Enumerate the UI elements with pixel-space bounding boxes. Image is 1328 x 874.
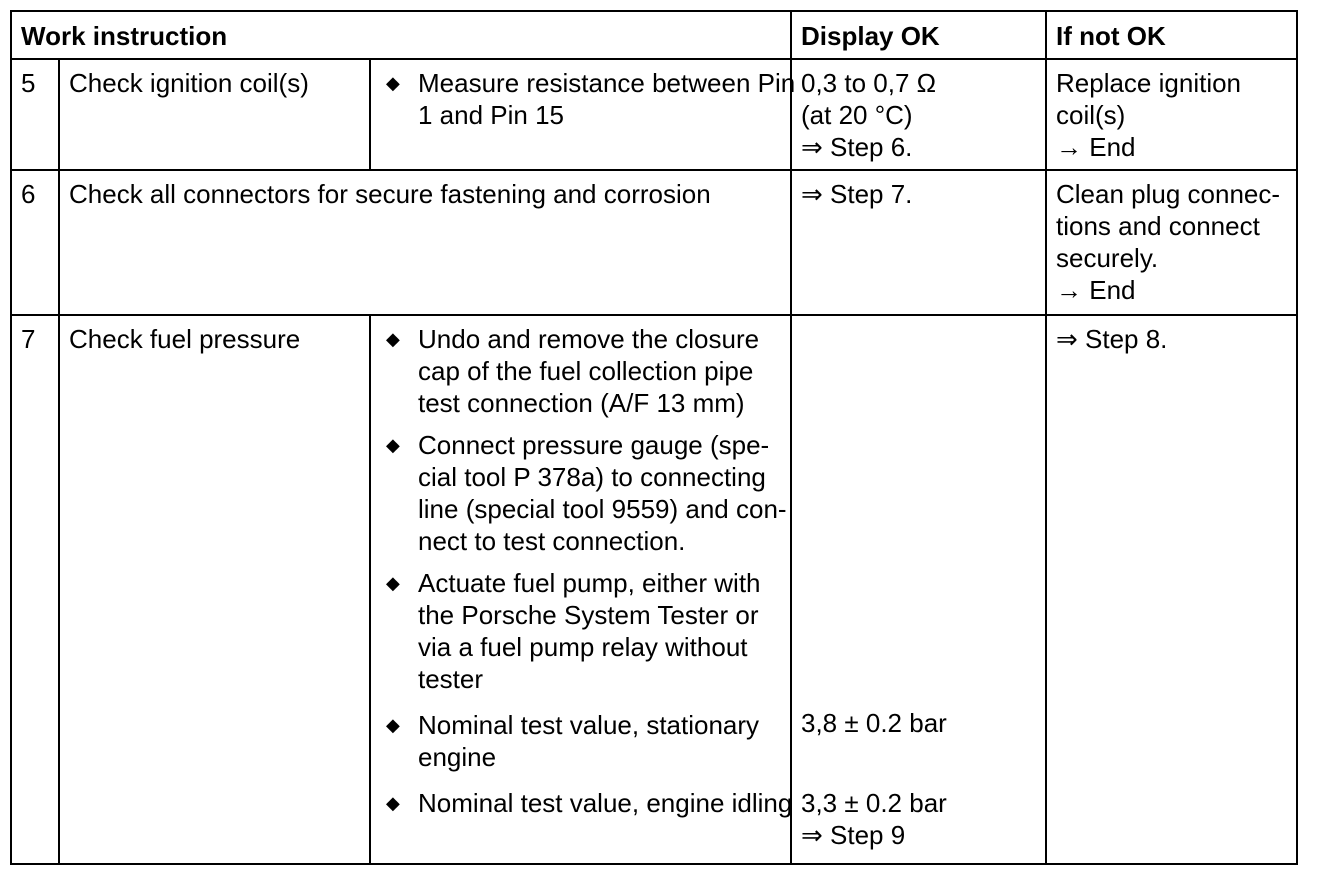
bullet-diamond-icon: ◆ — [386, 793, 400, 813]
action-line: test connection (A/F 13 mm) — [418, 388, 745, 418]
action-line: nect to test connection. — [418, 526, 686, 556]
action-line: Nominal test value, engine idling — [418, 788, 793, 818]
if-not-ok-cell — [1046, 315, 1297, 864]
action-line: Nominal test value, stationary — [418, 710, 760, 740]
step-number: 5 — [11, 59, 59, 170]
action-line: tester — [418, 664, 484, 694]
action-line: Actuate fuel pump, either with — [418, 568, 761, 598]
if-not-ok-cell — [1046, 59, 1297, 170]
header-if-not-ok: If not OK — [1046, 11, 1297, 59]
display-stationary — [801, 707, 947, 739]
action-line: 1 and Pin 15 — [418, 100, 565, 130]
task-cell: Check all connectors for secure fastening and corrosion — [59, 170, 791, 315]
action-line: Measure resistance between Pin — [418, 68, 796, 98]
remedy-line: → End — [1056, 275, 1136, 305]
header-work-instruction: Work instruction — [11, 11, 791, 59]
action-item — [380, 787, 793, 819]
step-number: 7 — [11, 315, 59, 864]
bullet-diamond-icon: ◆ — [386, 329, 400, 349]
action-item — [380, 323, 782, 419]
table-row-step-5 — [11, 59, 1297, 170]
display-ok-cell — [791, 59, 1046, 170]
action-cell — [370, 315, 791, 864]
action-item — [380, 709, 782, 773]
action-line: via a fuel pump relay without — [418, 632, 748, 662]
action-line: Connect pressure gauge (spe- — [418, 430, 770, 460]
display-line: 0,3 to 0,7 Ω — [801, 68, 937, 98]
display-ok-cell — [791, 315, 1046, 864]
if-not-ok-cell — [1046, 170, 1297, 315]
action-line: Undo and remove the closure — [418, 324, 760, 354]
action-line: cap of the fuel collection pipe — [418, 356, 754, 386]
remedy-line: tions and connect — [1056, 211, 1260, 241]
action-cell — [370, 59, 796, 170]
display-line: 3,3 ± 0.2 bar — [801, 788, 947, 818]
action-line: line (special tool 9559) and con- — [418, 494, 787, 524]
remedy-line: Replace ignition — [1056, 68, 1242, 98]
bullet-diamond-icon: ◆ — [386, 715, 400, 735]
bullet-diamond-icon: ◆ — [386, 573, 400, 593]
header-display-ok: Display OK — [791, 11, 1046, 59]
work-instruction-table — [10, 10, 1298, 865]
remedy-line: Clean plug connec- — [1056, 179, 1281, 209]
header-row — [11, 11, 1297, 59]
display-line: ⇒ Step 9 — [801, 820, 906, 850]
action-line: engine — [418, 742, 497, 772]
display-line: 3,8 ± 0.2 bar — [801, 708, 947, 738]
bullet-diamond-icon: ◆ — [386, 73, 400, 93]
action-line: cial tool P 378a) to connecting — [418, 462, 766, 492]
step-number: 6 — [11, 170, 59, 315]
action-item — [380, 67, 796, 131]
remedy-line: ⇒ Step 8. — [1056, 324, 1168, 354]
table-row-step-7 — [11, 315, 1297, 864]
table-row-step-6 — [11, 170, 1297, 315]
display-line: (at 20 °C) — [801, 100, 913, 130]
task-cell: Check fuel pressure — [59, 315, 370, 864]
action-line: the Porsche System Tester or — [418, 600, 759, 630]
action-item — [380, 429, 787, 557]
action-item — [380, 567, 782, 695]
display-idling — [801, 787, 947, 851]
display-line: ⇒ Step 6. — [801, 132, 913, 162]
remedy-line: → End — [1056, 132, 1136, 162]
bullet-diamond-icon: ◆ — [386, 435, 400, 455]
task-cell: Check ignition coil(s) — [59, 59, 370, 170]
remedy-line: securely. — [1056, 243, 1159, 273]
display-line: ⇒ Step 7. — [801, 179, 913, 209]
remedy-line: coil(s) — [1056, 100, 1126, 130]
display-ok-cell — [791, 170, 1046, 315]
